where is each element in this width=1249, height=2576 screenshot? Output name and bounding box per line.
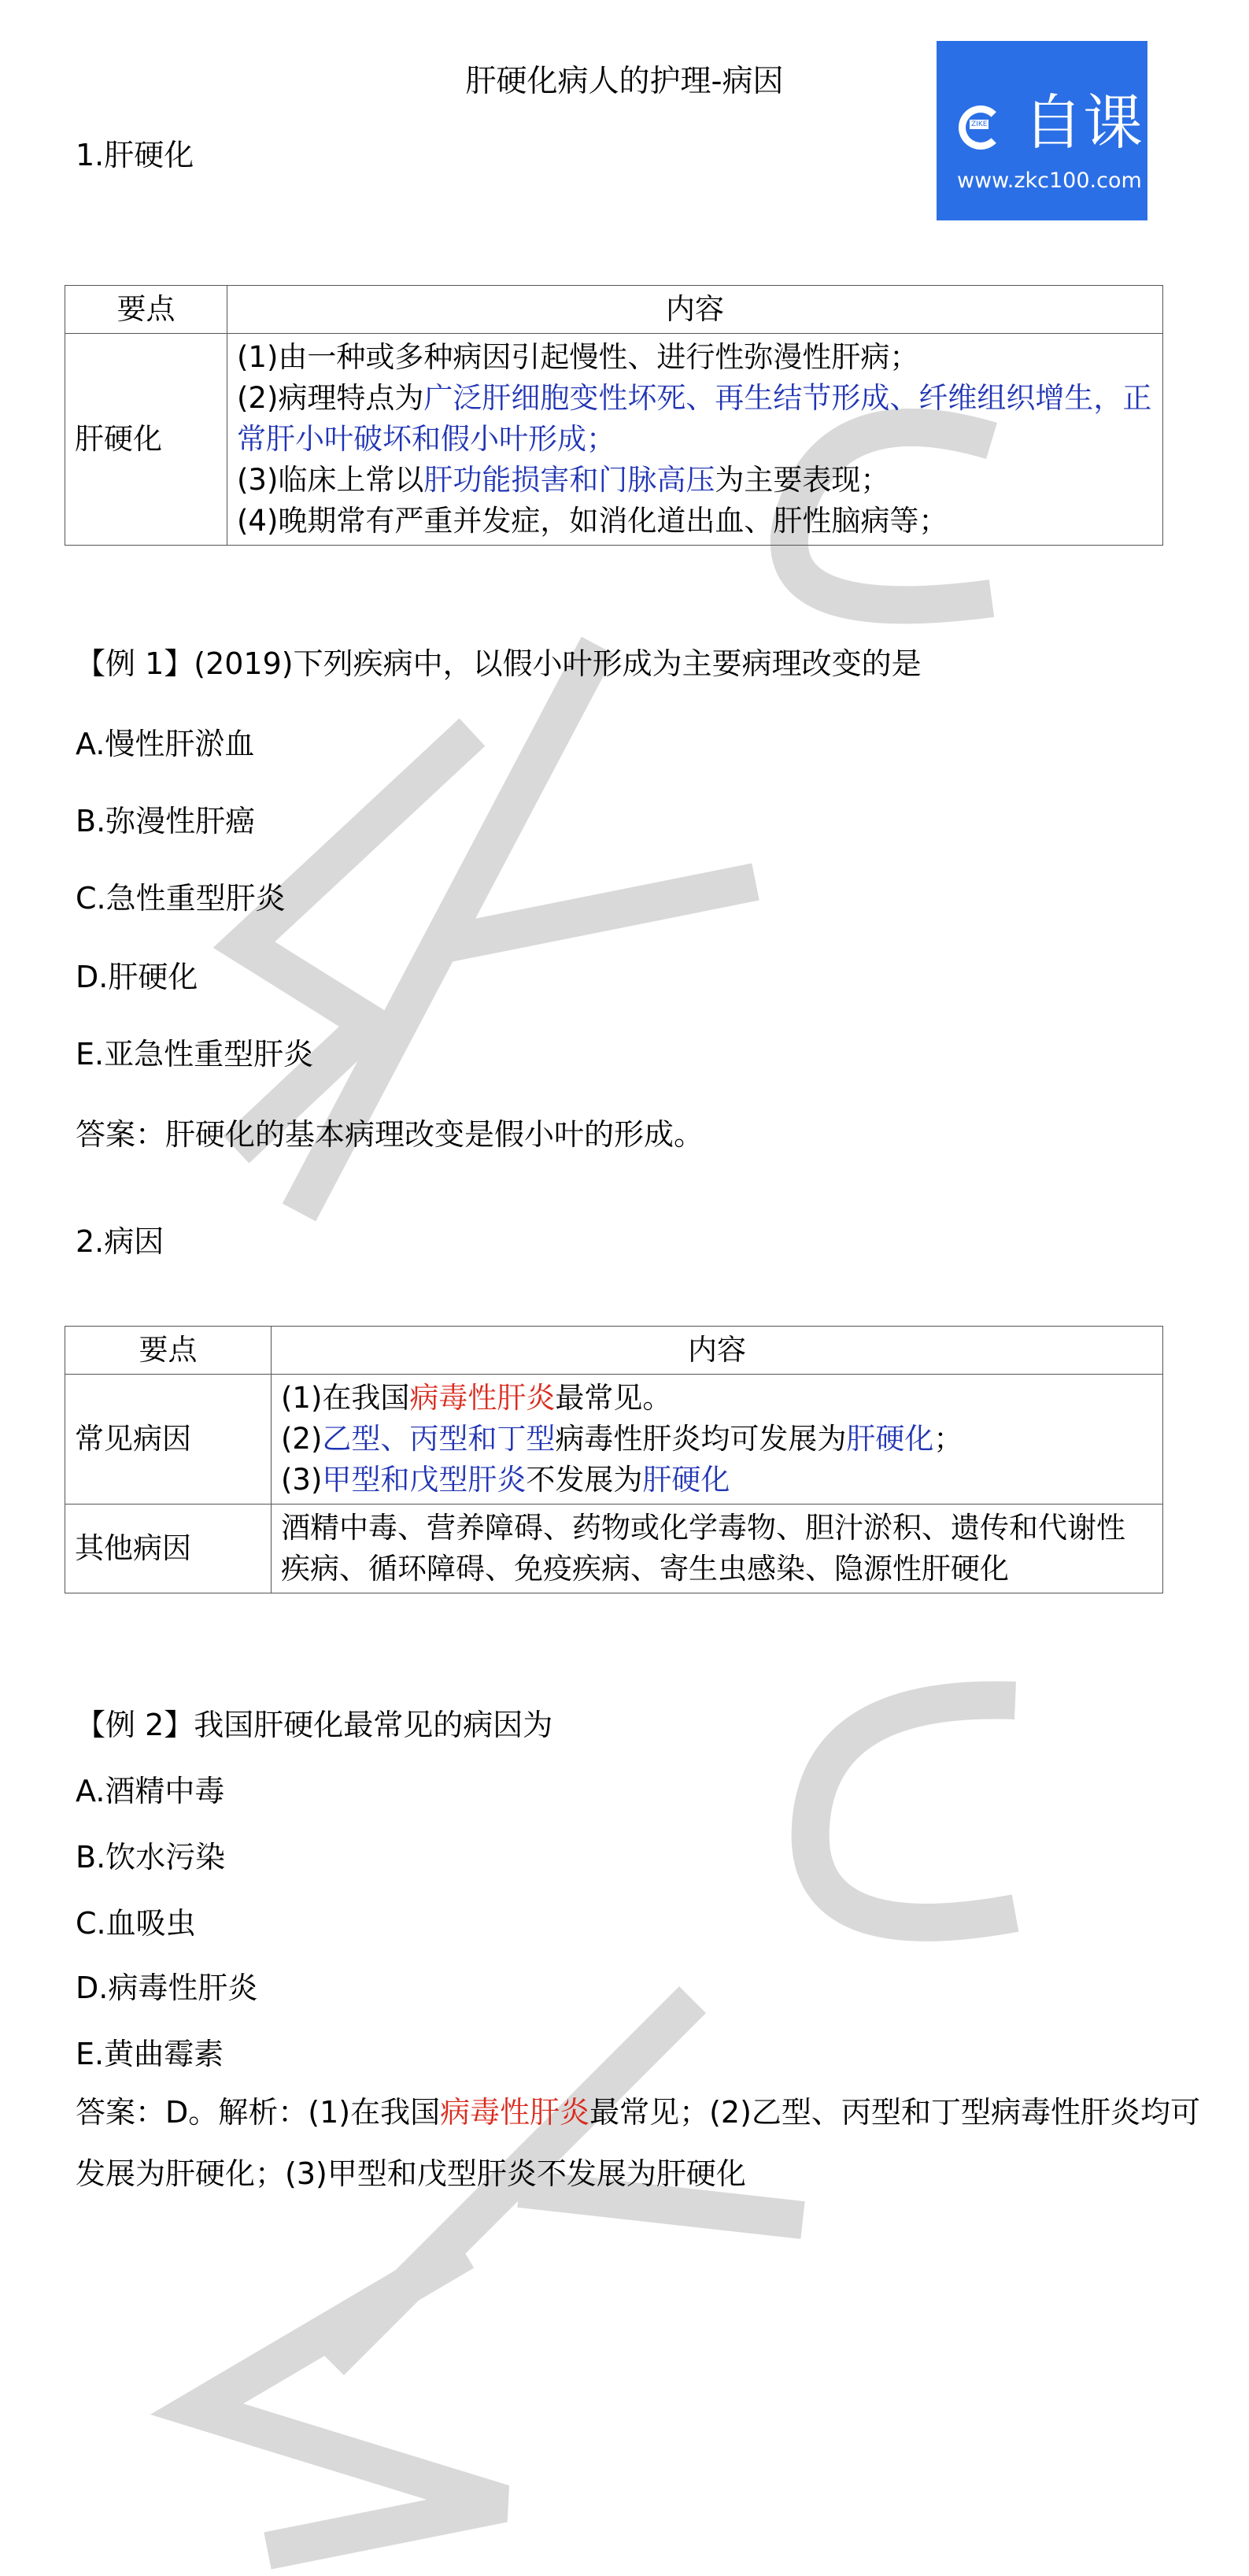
content-line: (4)晚期常有严重并发症，如消化道出血、肝性脑病等；: [237, 504, 948, 538]
example2-option-b: B.饮水污染: [76, 1840, 226, 1875]
example1-option-e: E.亚急性重型肝炎: [76, 1037, 314, 1071]
example2-option-e: E.黄曲霉素: [76, 2037, 224, 2071]
example1-question: 【例 1】(2019)下列疾病中，以假小叶形成为主要病理改变的是: [76, 646, 922, 681]
table-header-row: [65, 1327, 1163, 1375]
watermark-letter-c-bottom: [811, 1700, 1015, 1922]
logo-mini-text: ZIKE: [971, 120, 988, 128]
example2-question: 【例 2】我国肝硬化最常见的病因为: [76, 1708, 553, 1742]
content-line: (3)甲型和戊型肝炎不发展为肝硬化: [281, 1463, 730, 1497]
example2-option-a: A.酒精中毒: [76, 1774, 225, 1808]
logo-name: 自课: [1023, 87, 1143, 157]
example1-option-a: A.慢性肝淤血: [76, 727, 255, 761]
section1-table: [65, 285, 1163, 546]
highlight-text: 病毒性肝炎: [440, 2095, 590, 2130]
example2-option-c: C.血吸虫: [76, 1906, 196, 1941]
example1-answer: 答案：肝硬化的基本病理改变是假小叶的形成。: [76, 1117, 704, 1152]
section2-table: [65, 1326, 1163, 1593]
table-row: [65, 334, 1163, 546]
example2-option-d: D.病毒性肝炎: [76, 1971, 258, 2005]
table-row: [65, 1505, 1163, 1593]
page-title: 肝硬化病人的护理-病因: [465, 64, 784, 99]
row-label: 肝硬化: [65, 334, 227, 546]
row-content: 酒精中毒、营养障碍、药物或化学毒物、胆汁淤积、遗传和代谢性疾病、循环障碍、免疫疾病、寄生虫感染、隐源性肝硬化: [272, 1505, 1163, 1593]
content-line: (1)在我国病毒性肝炎最常见。: [281, 1381, 672, 1415]
content-line: (2)乙型、丙型和丁型病毒性肝炎均可发展为肝硬化；: [281, 1422, 963, 1456]
content-line: (2)病理特点为广泛肝细胞变性坏死、再生结节形成、纤维组织增生，正常肝小叶破坏和假小叶形成；: [237, 381, 1152, 456]
zike-logo: [937, 41, 1147, 220]
highlight-text: 广泛肝细胞变性坏死、再生结节形成、纤维组织增生，正常肝小叶破坏和假小叶形成；: [237, 381, 1152, 456]
table-header-row: [65, 286, 1163, 334]
highlight-text: 甲型和戊型肝炎: [322, 1463, 527, 1497]
highlight-text: 肝硬化: [846, 1422, 934, 1456]
row-content: [227, 334, 1163, 546]
header-cell-content: 内容: [227, 286, 1163, 334]
table-row: [65, 1375, 1163, 1505]
header-cell-key: 要点: [65, 1327, 272, 1375]
content-line: (3)临床上常以肝功能损害和门脉高压为主要表现；: [237, 463, 890, 497]
highlight-text: 病毒性肝炎: [409, 1381, 556, 1415]
logo-url: www.zkc100.com: [957, 168, 1142, 193]
watermark-letter-z-bottom: [197, 2252, 504, 2551]
example1-option-d: D.肝硬化: [76, 960, 198, 994]
header-cell-key: 要点: [65, 286, 227, 334]
content-line: (1)由一种或多种病因引起慢性、进行性弥漫性肝病；: [237, 340, 919, 374]
example2-answer: 答案：D。解析：(1)在我国病毒性肝炎最常见；(2)乙型、丙型和丁型病毒性肝炎均可发展为肝硬化；(3)甲型和戊型肝炎不发展为肝硬化: [76, 2095, 1200, 2191]
row-label: 其他病因: [65, 1505, 272, 1593]
example1-option-c: C.急性重型肝炎: [76, 881, 286, 916]
header-cell-content: 内容: [272, 1327, 1163, 1375]
section1-heading: 1.肝硬化: [76, 138, 194, 172]
highlight-text: 肝功能损害和门脉高压: [423, 463, 715, 497]
highlight-text: 肝硬化: [642, 1463, 730, 1497]
row-label: 常见病因: [65, 1375, 272, 1505]
section2-heading: 2.病因: [76, 1224, 164, 1259]
highlight-text: 乙型、丙型和丁型: [322, 1422, 556, 1456]
row-content: [272, 1375, 1163, 1505]
example1-option-b: B.弥漫性肝癌: [76, 804, 256, 838]
